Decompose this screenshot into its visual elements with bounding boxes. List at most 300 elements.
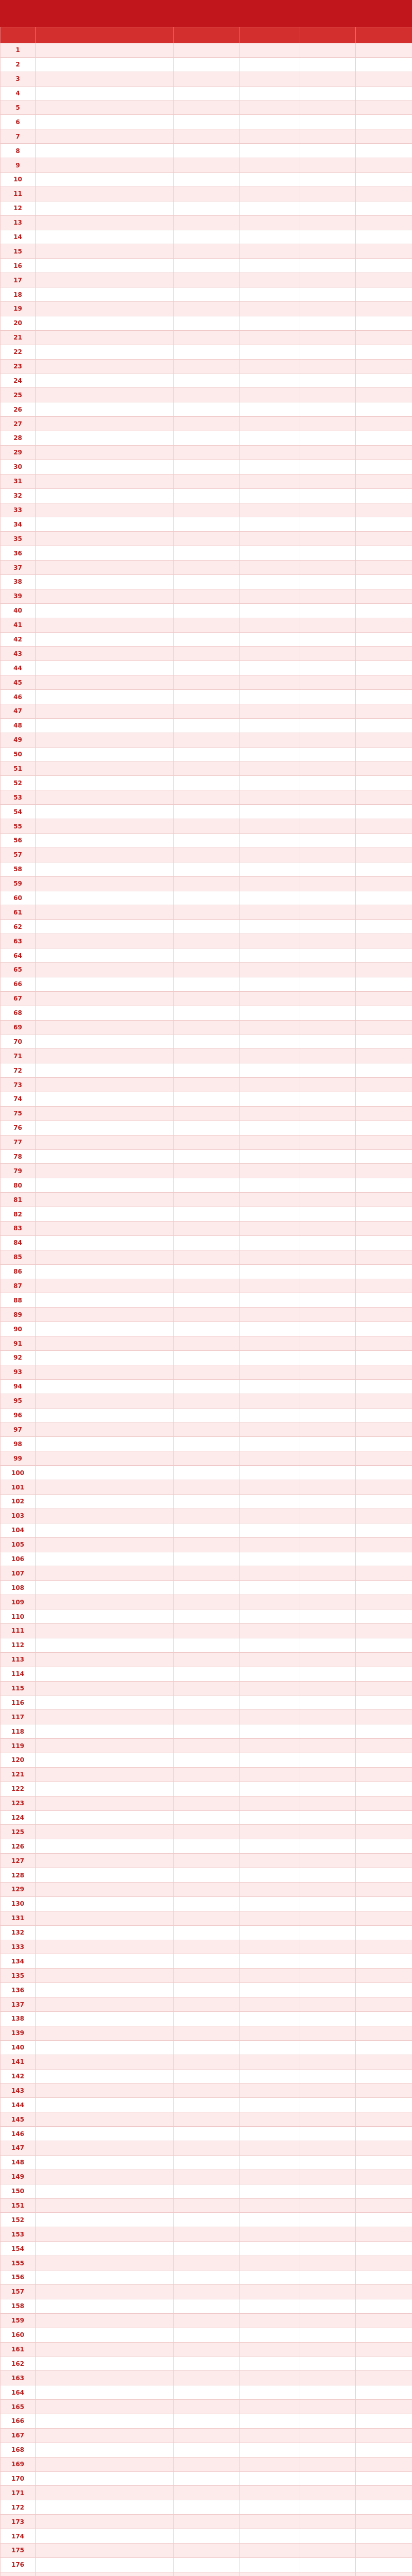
cell-rank: 5 bbox=[1, 100, 36, 115]
cell-province bbox=[239, 589, 300, 603]
cell-score bbox=[300, 2242, 356, 2256]
cell-province bbox=[239, 747, 300, 761]
cell-category bbox=[174, 546, 239, 561]
cell-category bbox=[174, 2299, 239, 2313]
cell-name bbox=[36, 2515, 174, 2529]
cell-category bbox=[174, 1782, 239, 1796]
cell-rank: 50 bbox=[1, 747, 36, 761]
cell-province bbox=[239, 675, 300, 690]
cell-change bbox=[356, 2141, 412, 2156]
cell-rank: 111 bbox=[1, 1623, 36, 1638]
cell-category bbox=[174, 517, 239, 532]
cell-category bbox=[174, 2328, 239, 2342]
cell-change bbox=[356, 1437, 412, 1451]
cell-province bbox=[239, 2284, 300, 2299]
cell-province bbox=[239, 2357, 300, 2371]
cell-category bbox=[174, 833, 239, 848]
cell-category bbox=[174, 2400, 239, 2414]
cell-score bbox=[300, 1193, 356, 1207]
table-row bbox=[1, 2127, 412, 2141]
cell-rank: 46 bbox=[1, 690, 36, 704]
cell-change bbox=[356, 2328, 412, 2342]
cell-province bbox=[239, 1437, 300, 1451]
cell-category bbox=[174, 2313, 239, 2328]
cell-province bbox=[239, 1092, 300, 1107]
table-row bbox=[1, 1839, 412, 1854]
cell-province bbox=[239, 920, 300, 934]
cell-score bbox=[300, 561, 356, 575]
cell-score bbox=[300, 805, 356, 819]
cell-change bbox=[356, 72, 412, 86]
cell-rank: 134 bbox=[1, 1954, 36, 1969]
cell-name bbox=[36, 1035, 174, 1049]
cell-score bbox=[300, 488, 356, 503]
cell-rank: 40 bbox=[1, 603, 36, 618]
cell-category bbox=[174, 2284, 239, 2299]
table-row bbox=[1, 1523, 412, 1537]
table-row bbox=[1, 2284, 412, 2299]
cell-category bbox=[174, 2227, 239, 2242]
cell-rank: 81 bbox=[1, 1193, 36, 1207]
cell-score bbox=[300, 704, 356, 718]
cell-score bbox=[300, 532, 356, 546]
table-row bbox=[1, 2083, 412, 2098]
cell-change bbox=[356, 1092, 412, 1107]
cell-score bbox=[300, 2069, 356, 2083]
cell-score bbox=[300, 747, 356, 761]
table-row bbox=[1, 503, 412, 517]
cell-rank: 127 bbox=[1, 1854, 36, 1868]
cell-category bbox=[174, 1983, 239, 1997]
cell-name bbox=[36, 1006, 174, 1020]
table-row bbox=[1, 661, 412, 675]
cell-rank: 99 bbox=[1, 1451, 36, 1466]
cell-rank: 77 bbox=[1, 1135, 36, 1149]
cell-rank: 102 bbox=[1, 1494, 36, 1509]
cell-province bbox=[239, 2486, 300, 2500]
cell-category bbox=[174, 1379, 239, 1394]
cell-name bbox=[36, 173, 174, 187]
cell-change bbox=[356, 1466, 412, 1480]
cell-score bbox=[300, 1883, 356, 1897]
table-row bbox=[1, 2572, 412, 2576]
cell-score bbox=[300, 517, 356, 532]
cell-change bbox=[356, 1767, 412, 1782]
cell-change bbox=[356, 2069, 412, 2083]
cell-name bbox=[36, 1696, 174, 1710]
cell-score bbox=[300, 574, 356, 589]
cell-name bbox=[36, 747, 174, 761]
cell-change bbox=[356, 1796, 412, 1810]
cell-province bbox=[239, 1954, 300, 1969]
cell-rank: 36 bbox=[1, 546, 36, 561]
cell-score bbox=[300, 1552, 356, 1566]
cell-score bbox=[300, 287, 356, 302]
cell-rank: 155 bbox=[1, 2256, 36, 2270]
table-row bbox=[1, 1925, 412, 1940]
cell-name bbox=[36, 632, 174, 647]
cell-province bbox=[239, 1394, 300, 1408]
cell-name bbox=[36, 503, 174, 517]
cell-change bbox=[356, 1480, 412, 1495]
cell-name bbox=[36, 1925, 174, 1940]
cell-category bbox=[174, 474, 239, 488]
table-row bbox=[1, 1293, 412, 1308]
cell-province bbox=[239, 230, 300, 244]
cell-change bbox=[356, 991, 412, 1006]
cell-province bbox=[239, 1623, 300, 1638]
cell-change bbox=[356, 948, 412, 963]
cell-name bbox=[36, 690, 174, 704]
cell-province bbox=[239, 2428, 300, 2443]
cell-province bbox=[239, 2400, 300, 2414]
cell-province bbox=[239, 561, 300, 575]
cell-score bbox=[300, 1638, 356, 1652]
cell-category bbox=[174, 273, 239, 287]
cell-rank: 75 bbox=[1, 1106, 36, 1121]
cell-change bbox=[356, 1106, 412, 1121]
cell-category bbox=[174, 359, 239, 374]
cell-province bbox=[239, 1078, 300, 1092]
table-row bbox=[1, 1049, 412, 1063]
cell-score bbox=[300, 2371, 356, 2385]
cell-name bbox=[36, 1049, 174, 1063]
cell-province bbox=[239, 1581, 300, 1595]
cell-category bbox=[174, 2270, 239, 2285]
cell-category bbox=[174, 2428, 239, 2443]
cell-score bbox=[300, 1063, 356, 1078]
cell-category bbox=[174, 1954, 239, 1969]
table-row bbox=[1, 230, 412, 244]
cell-name bbox=[36, 1351, 174, 1365]
cell-change bbox=[356, 115, 412, 129]
cell-change bbox=[356, 1868, 412, 1883]
table-row bbox=[1, 2414, 412, 2428]
cell-category bbox=[174, 503, 239, 517]
cell-rank: 56 bbox=[1, 833, 36, 848]
cell-score bbox=[300, 963, 356, 977]
cell-score bbox=[300, 1896, 356, 1911]
table-row bbox=[1, 632, 412, 647]
table-row bbox=[1, 647, 412, 661]
cell-name bbox=[36, 546, 174, 561]
cell-category bbox=[174, 100, 239, 115]
cell-score bbox=[300, 1408, 356, 1422]
cell-name bbox=[36, 1279, 174, 1293]
cell-score bbox=[300, 647, 356, 661]
cell-category bbox=[174, 690, 239, 704]
cell-rank: 148 bbox=[1, 2155, 36, 2170]
table-row bbox=[1, 589, 412, 603]
cell-category bbox=[174, 1523, 239, 1537]
cell-province bbox=[239, 1681, 300, 1696]
cell-change bbox=[356, 2400, 412, 2414]
cell-score bbox=[300, 2457, 356, 2471]
cell-score bbox=[300, 1293, 356, 1308]
cell-category bbox=[174, 1279, 239, 1293]
cell-province bbox=[239, 1365, 300, 1379]
cell-score bbox=[300, 1825, 356, 1839]
cell-rank: 92 bbox=[1, 1351, 36, 1365]
cell-change bbox=[356, 2098, 412, 2112]
cell-category bbox=[174, 1135, 239, 1149]
cell-score bbox=[300, 1911, 356, 1925]
cell-name bbox=[36, 2471, 174, 2486]
cell-score bbox=[300, 1422, 356, 1437]
cell-name bbox=[36, 1868, 174, 1883]
table-row bbox=[1, 833, 412, 848]
cell-rank: 70 bbox=[1, 1035, 36, 1049]
cell-change bbox=[356, 1854, 412, 1868]
cell-rank: 164 bbox=[1, 2385, 36, 2400]
cell-score bbox=[300, 330, 356, 345]
cell-category bbox=[174, 1466, 239, 1480]
cell-category bbox=[174, 934, 239, 948]
cell-rank: 140 bbox=[1, 2040, 36, 2055]
cell-province bbox=[239, 517, 300, 532]
cell-rank: 34 bbox=[1, 517, 36, 532]
cell-category bbox=[174, 1351, 239, 1365]
cell-score bbox=[300, 1997, 356, 2012]
table-row bbox=[1, 2227, 412, 2242]
cell-province bbox=[239, 1135, 300, 1149]
cell-province bbox=[239, 1652, 300, 1667]
cell-change bbox=[356, 2357, 412, 2371]
table-row bbox=[1, 1810, 412, 1825]
cell-category bbox=[174, 2457, 239, 2471]
cell-rank: 28 bbox=[1, 431, 36, 446]
table-row bbox=[1, 1408, 412, 1422]
cell-rank: 43 bbox=[1, 647, 36, 661]
cell-category bbox=[174, 2026, 239, 2040]
table-row bbox=[1, 1178, 412, 1193]
cell-province bbox=[239, 574, 300, 589]
cell-score bbox=[300, 1379, 356, 1394]
cell-change bbox=[356, 2012, 412, 2026]
cell-province bbox=[239, 1164, 300, 1178]
cell-rank: 25 bbox=[1, 388, 36, 402]
cell-province bbox=[239, 330, 300, 345]
cell-change bbox=[356, 1724, 412, 1739]
cell-change bbox=[356, 1193, 412, 1207]
cell-province bbox=[239, 733, 300, 747]
cell-rank: 128 bbox=[1, 1868, 36, 1883]
cell-change bbox=[356, 43, 412, 58]
cell-change bbox=[356, 1279, 412, 1293]
cell-rank: 47 bbox=[1, 704, 36, 718]
cell-rank: 132 bbox=[1, 1925, 36, 1940]
table-row bbox=[1, 388, 412, 402]
cell-rank: 85 bbox=[1, 1250, 36, 1264]
table-row bbox=[1, 345, 412, 359]
cell-name bbox=[36, 86, 174, 100]
cell-rank: 117 bbox=[1, 1710, 36, 1724]
cell-category bbox=[174, 2213, 239, 2227]
cell-category bbox=[174, 1810, 239, 1825]
cell-province bbox=[239, 1509, 300, 1523]
cell-category bbox=[174, 1696, 239, 1710]
table-row bbox=[1, 761, 412, 776]
cell-score bbox=[300, 158, 356, 173]
cell-change bbox=[356, 2227, 412, 2242]
cell-province bbox=[239, 891, 300, 905]
cell-province bbox=[239, 761, 300, 776]
cell-category bbox=[174, 805, 239, 819]
cell-province bbox=[239, 2026, 300, 2040]
cell-change bbox=[356, 934, 412, 948]
cell-category bbox=[174, 2069, 239, 2083]
cell-score bbox=[300, 1106, 356, 1121]
table-row bbox=[1, 1264, 412, 1279]
cell-province bbox=[239, 2543, 300, 2557]
cell-province bbox=[239, 503, 300, 517]
cell-score bbox=[300, 173, 356, 187]
cell-change bbox=[356, 1638, 412, 1652]
cell-name bbox=[36, 72, 174, 86]
cell-province bbox=[239, 1710, 300, 1724]
cell-province bbox=[239, 1925, 300, 1940]
cell-name bbox=[36, 1638, 174, 1652]
cell-rank: 62 bbox=[1, 920, 36, 934]
cell-category bbox=[174, 1264, 239, 1279]
table-row bbox=[1, 2342, 412, 2357]
cell-change bbox=[356, 1896, 412, 1911]
cell-score bbox=[300, 1969, 356, 1983]
cell-score bbox=[300, 1581, 356, 1595]
table-row bbox=[1, 2026, 412, 2040]
cell-change bbox=[356, 1494, 412, 1509]
table-row bbox=[1, 704, 412, 718]
cell-province bbox=[239, 1983, 300, 1997]
cell-change bbox=[356, 561, 412, 575]
cell-rank: 108 bbox=[1, 1581, 36, 1595]
table-row bbox=[1, 790, 412, 805]
cell-score bbox=[300, 776, 356, 790]
table-row bbox=[1, 2328, 412, 2342]
cell-name bbox=[36, 790, 174, 805]
table-row bbox=[1, 1883, 412, 1897]
cell-category bbox=[174, 977, 239, 991]
cell-score bbox=[300, 2385, 356, 2400]
header-row bbox=[1, 27, 412, 43]
cell-province bbox=[239, 1422, 300, 1437]
cell-province bbox=[239, 1896, 300, 1911]
cell-change bbox=[356, 690, 412, 704]
cell-province bbox=[239, 1279, 300, 1293]
cell-rank: 109 bbox=[1, 1595, 36, 1609]
cell-change bbox=[356, 2083, 412, 2098]
cell-name bbox=[36, 1078, 174, 1092]
cell-province bbox=[239, 1883, 300, 1897]
table-row bbox=[1, 2055, 412, 2069]
cell-category bbox=[174, 488, 239, 503]
cell-score bbox=[300, 690, 356, 704]
cell-change bbox=[356, 187, 412, 201]
cell-name bbox=[36, 1623, 174, 1638]
cell-category bbox=[174, 345, 239, 359]
cell-name bbox=[36, 100, 174, 115]
table-row bbox=[1, 2242, 412, 2256]
cell-name bbox=[36, 1494, 174, 1509]
cell-name bbox=[36, 2112, 174, 2127]
cell-name bbox=[36, 2328, 174, 2342]
cell-name bbox=[36, 1969, 174, 1983]
cell-change bbox=[356, 1322, 412, 1336]
cell-change bbox=[356, 1925, 412, 1940]
cell-score bbox=[300, 2471, 356, 2486]
cell-change bbox=[356, 805, 412, 819]
cell-change bbox=[356, 1997, 412, 2012]
cell-province bbox=[239, 1408, 300, 1422]
header-score bbox=[300, 27, 356, 43]
cell-rank: 14 bbox=[1, 230, 36, 244]
cell-rank: 44 bbox=[1, 661, 36, 675]
cell-name bbox=[36, 1566, 174, 1581]
cell-score bbox=[300, 1623, 356, 1638]
cell-change bbox=[356, 1552, 412, 1566]
cell-change bbox=[356, 2414, 412, 2428]
cell-province bbox=[239, 2112, 300, 2127]
cell-name bbox=[36, 1149, 174, 1164]
cell-rank: 86 bbox=[1, 1264, 36, 1279]
table-row bbox=[1, 2371, 412, 2385]
cell-rank: 144 bbox=[1, 2098, 36, 2112]
table-row bbox=[1, 330, 412, 345]
cell-province bbox=[239, 1178, 300, 1193]
cell-rank: 114 bbox=[1, 1667, 36, 1681]
cell-category bbox=[174, 1896, 239, 1911]
table-row bbox=[1, 2400, 412, 2414]
cell-change bbox=[356, 2557, 412, 2572]
cell-score bbox=[300, 1854, 356, 1868]
cell-name bbox=[36, 1092, 174, 1107]
cell-rank: 78 bbox=[1, 1149, 36, 1164]
cell-name bbox=[36, 1537, 174, 1552]
cell-name bbox=[36, 2213, 174, 2227]
cell-category bbox=[174, 173, 239, 187]
cell-score bbox=[300, 1652, 356, 1667]
cell-score bbox=[300, 790, 356, 805]
cell-change bbox=[356, 330, 412, 345]
table-row bbox=[1, 819, 412, 834]
cell-category bbox=[174, 675, 239, 690]
cell-category bbox=[174, 963, 239, 977]
table-row bbox=[1, 1581, 412, 1595]
cell-rank: 174 bbox=[1, 2529, 36, 2544]
cell-category bbox=[174, 1451, 239, 1466]
cell-rank bbox=[1, 2572, 36, 2576]
cell-province bbox=[239, 1049, 300, 1063]
cell-change bbox=[356, 761, 412, 776]
cell-rank: 175 bbox=[1, 2543, 36, 2557]
table-row bbox=[1, 1854, 412, 1868]
cell-province bbox=[239, 2471, 300, 2486]
cell-province bbox=[239, 1379, 300, 1394]
table-row bbox=[1, 920, 412, 934]
cell-rank: 103 bbox=[1, 1509, 36, 1523]
cell-change bbox=[356, 1149, 412, 1164]
cell-name bbox=[36, 158, 174, 173]
cell-province bbox=[239, 215, 300, 230]
cell-category bbox=[174, 532, 239, 546]
cell-name bbox=[36, 2270, 174, 2285]
cell-score bbox=[300, 316, 356, 330]
cell-change bbox=[356, 1753, 412, 1767]
cell-rank: 163 bbox=[1, 2371, 36, 2385]
table-row bbox=[1, 1566, 412, 1581]
table-row bbox=[1, 488, 412, 503]
cell-rank: 97 bbox=[1, 1422, 36, 1437]
